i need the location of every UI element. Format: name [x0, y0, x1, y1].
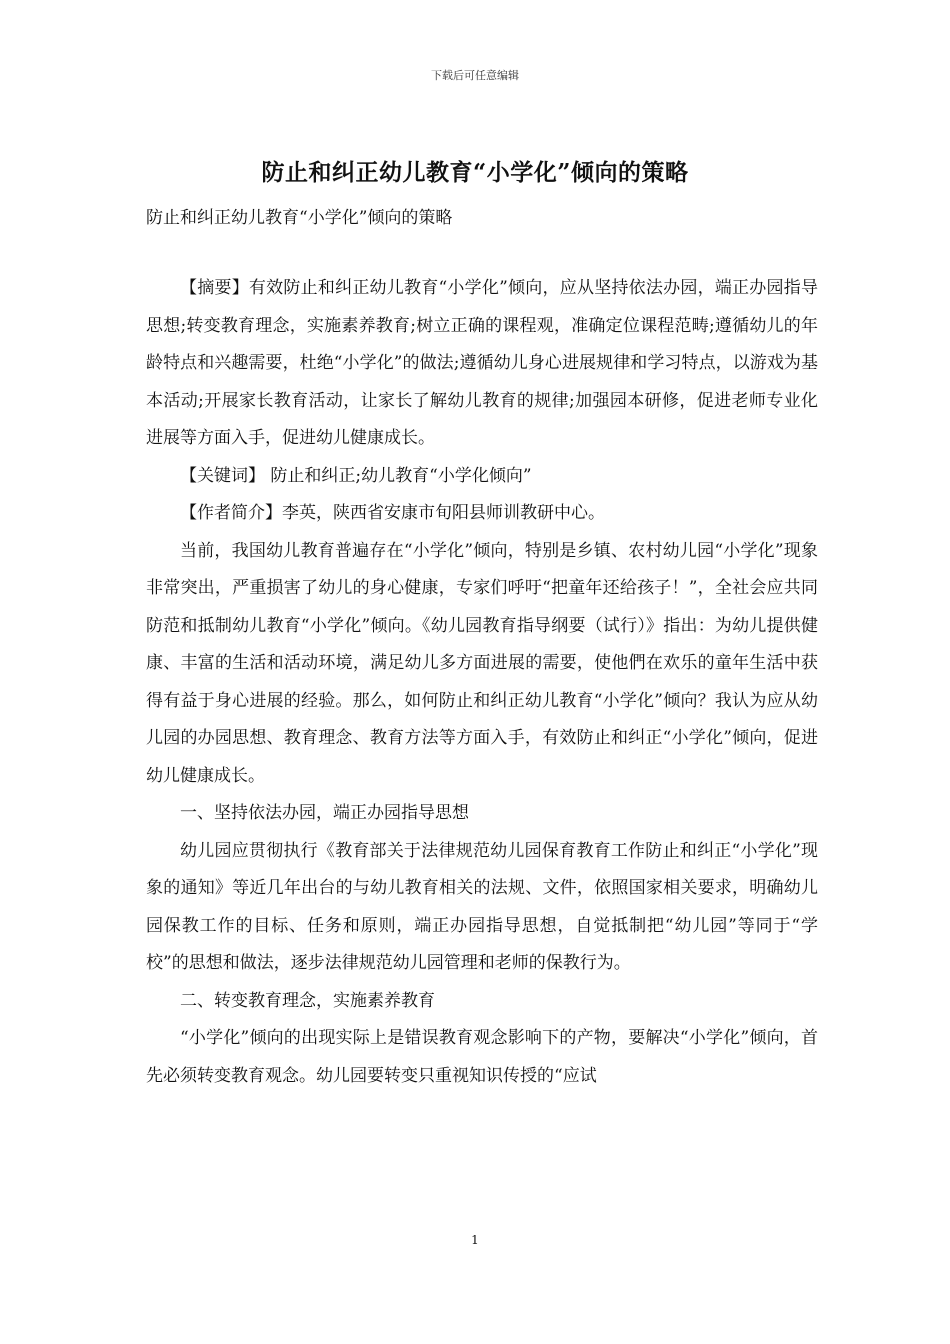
page-header: 下载后可任意编辑 — [431, 69, 519, 82]
intro-paragraph: 当前，我国幼儿教育普遍存在“小学化”倾向，特别是乡镇、农村幼儿园“小学化”现象非常突出，严重损害了幼儿的身心健康，专家们呼吁“把童年还给孩子！”，全社会应共同防范和抵制幼儿教育“小学化”倾向。《幼儿园教育指导纲要（试行）》指出：为幼儿提供健康、丰富的生活和活动环境，满足幼儿多方面进展的需要，使他們在欢乐的童年生活中获得有益于身心进展的经验。那么，如何防止和纠正幼儿教育“小学化”倾向？我认为应从幼儿园的办园思想、教育理念、教育方法等方面入手，有效防止和纠正“小学化”倾向，促进幼儿健康成长。 — [146, 540, 818, 786]
page-number: 1 — [471, 1233, 479, 1247]
document-title: 防止和纠正幼儿教育“小学化”倾向的策略 — [261, 159, 689, 186]
document-body — [146, 270, 818, 1095]
document-subtitle: 防止和纠正幼儿教育“小学化”倾向的策略 — [146, 208, 453, 228]
section-2-paragraph: “小学化”倾向的出现实际上是错误教育观念影响下的产物，要解决“小学化”倾向，首先必须转变教育观念。幼儿园要转变只重视知识传授的“应试 — [146, 1028, 818, 1086]
abstract-paragraph: 【摘要】有效防止和纠正幼儿教育“小学化”倾向，应从坚持依法办园，端正办园指导思想;转变教育理念，实施素养教育;树立正确的课程观，准确定位课程范畴;遵循幼儿的年龄特点和兴趣需要，杜绝“小学化”的做法;遵循幼儿身心进展规律和学习特点，以游戏为基本活动;开展家长教育活动，让家长了解幼儿教育的规律;加强园本研修，促进老师专业化进展等方面入手，促进幼儿健康成长。 — [146, 278, 818, 448]
keywords-paragraph: 【关键词】 防止和纠正;幼儿教育“小学化倾向” — [180, 465, 532, 486]
section-1-paragraph: 幼儿园应贯彻执行《教育部关于法律规范幼儿园保育教育工作防止和纠正“小学化”现象的通知》等近几年出台的与幼儿教育相关的法规、文件，依照国家相关要求，明确幼儿园保教工作的目标、任务和原则，端正办园指导思想，自觉抵制把“幼儿园”等同于“学校”的思想和做法，逐步法律规范幼儿园管理和老师的保教行为。 — [146, 840, 818, 973]
section-heading-1: 一、坚持依法办园，端正办园指导思想 — [180, 803, 469, 823]
author-paragraph: 【作者简介】李英，陕西省安康市旬阳县师训教研中心。 — [180, 503, 605, 523]
section-heading-2: 二、转变教育理念，实施素养教育 — [180, 990, 435, 1011]
